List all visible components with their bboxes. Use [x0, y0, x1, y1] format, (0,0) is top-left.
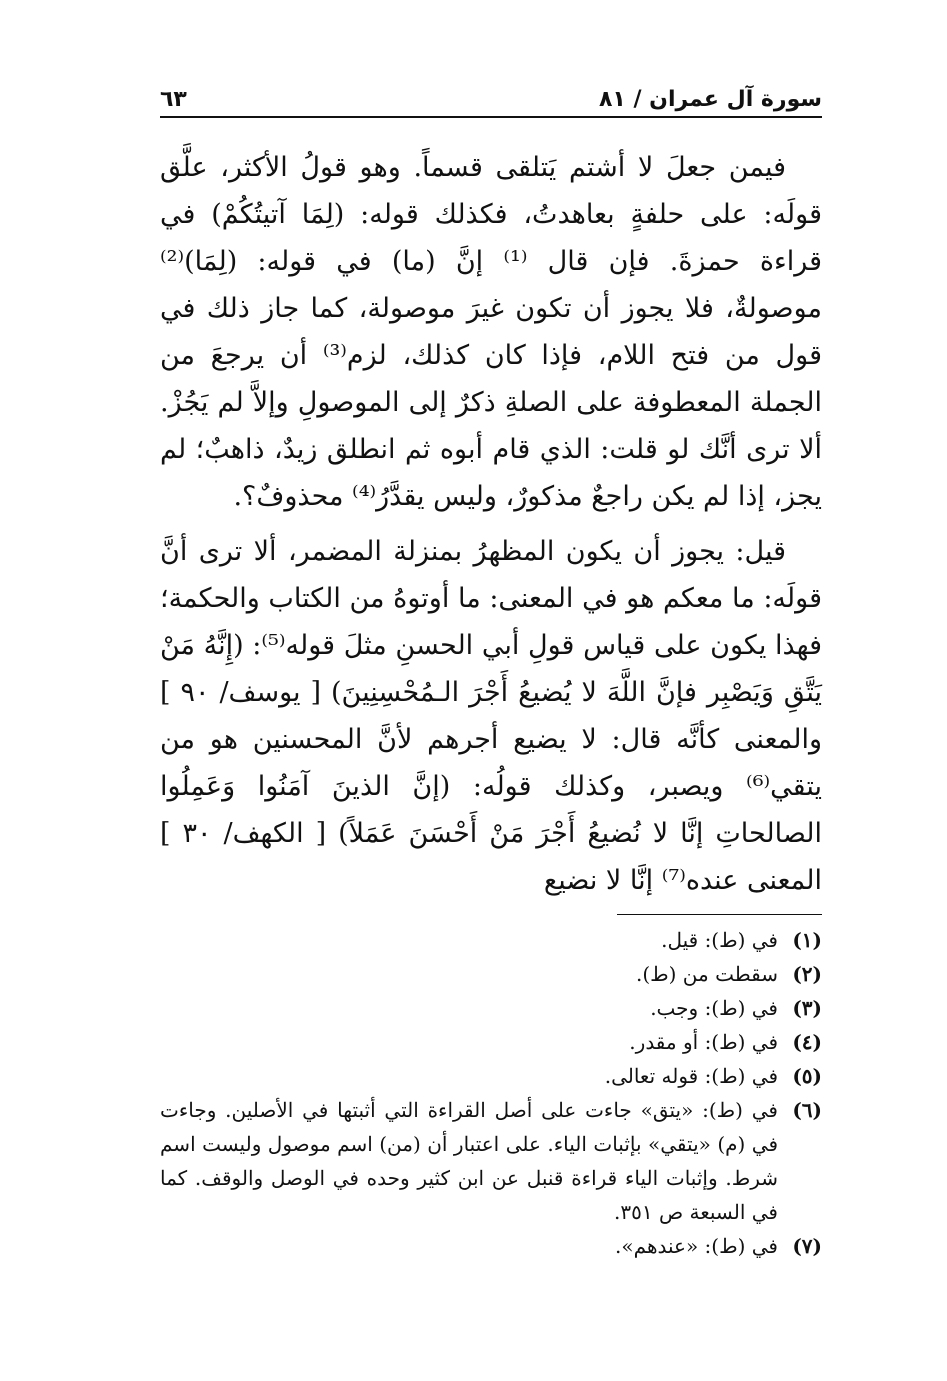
footnote-text: في (ط): «يتق» جاءت على أصل القراءة التي أثبتها في الأصلين. وجاءت في (م) «يتقي» بإثبات الياء. على اعتبار أن (من) اسم موصول وليست اسم شرط. وإثبات الياء قراءة قنبل عن ابن كثير وحده في الوصل والوقف. كما في السبعة ص ٣٥١.	[160, 1098, 778, 1224]
footnote	[160, 1229, 822, 1263]
footnote-number: (٦)	[792, 1098, 822, 1122]
footnote	[160, 991, 822, 1025]
footnote	[160, 1025, 822, 1059]
footnote-text: في (ط): «عندهم».	[615, 1234, 778, 1258]
footnote-number: (٧)	[792, 1234, 822, 1258]
footnotes	[160, 923, 822, 1263]
footnote-text: في (ط): قوله تعالى.	[604, 1064, 778, 1088]
footnote-text: في (ط): أو مقدر.	[629, 1030, 778, 1054]
footnote-divider	[617, 914, 822, 915]
running-header	[160, 78, 822, 118]
paragraph: فيمن جعلَ لا أشتم يَتلقى قسماً. وهو قولُ الأكثر، علَّق قولَه: على حلفةٍ بعاهدتُ، فكذلك قوله: (لِمَا آتيتُكُمْ) في قراءة حمزةَ. فإن قال ⁽¹⁾ إنَّ (ما) في قوله: (لِمَا)⁽²⁾ موصولةٌ، فلا يجوز أن تكون غيرَ موصولة، كما جاز ذلك في قول من فتح اللام، فإذا كان كذلك، لزم⁽³⁾ أن يرجعَ من الجملة المعطوفة على الصلةِ ذكرٌ إلى الموصولِ وإلاَّ لم يَجُزْ. ألا ترى أنَّك لو قلت: الذي قام أبوه ثم انطلق زيدٌ، ذاهبٌ؛ لم يجز، إذا لم يكن راجعٌ مذكورٌ، وليس يقدَّرُ⁽⁴⁾ محذوفٌ؟.	[160, 152, 822, 512]
footnote-text: في (ط): وجب.	[650, 996, 778, 1020]
footnote-text: سقطت من (ط).	[635, 962, 778, 986]
footnote-number: (٤)	[792, 1030, 822, 1054]
footnote-number: (٣)	[792, 996, 822, 1020]
book-page	[160, 78, 822, 1278]
footnote-number: (١)	[792, 928, 822, 952]
footnote-text: في (ط): قيل.	[661, 928, 778, 952]
footnote-number: (٥)	[792, 1064, 822, 1088]
footnote	[160, 923, 822, 957]
page-number: ٦٣	[160, 87, 187, 112]
footnote	[160, 1093, 822, 1229]
footnote-number: (٢)	[792, 962, 822, 986]
main-text	[160, 144, 822, 904]
footnote	[160, 957, 822, 991]
footnote	[160, 1059, 822, 1093]
running-title: سورة آل عمران / ٨١	[598, 87, 822, 112]
paragraph: قيل: يجوز أن يكون المظهرُ بمنزلة المضمر، ألا ترى أنَّ قولَه: ما معكم هو في المعنى: ما أوتوهُ من الكتاب والحكمة؛ فهذا يكون على قياس قولِ أبي الحسنِ مثلَ قوله⁽⁵⁾: (إِنَّهُ مَنْ يَتَّقِ وَيَصْبِر فإنَّ اللَّهَ لا يُضيعُ أَجْرَ الـمُحْسِنِينَ) [ يوسف/ ٩٠ ] والمعنى كأنَّه قال: لا يضيع أجرهم لأنَّ المحسنين هو من يتقي⁽⁶⁾ ويصبر، وكذلك قولُه: (إنَّ الذينَ آمَنُوا وَعَمِلُوا الصالحاتِ إنَّا لا نُضيعُ أَجْرَ مَنْ أَحْسَنَ عَمَلاً) [ الكهف/ ٣٠ ] المعنى عنده⁽⁷⁾ إنَّا لا نضيع	[160, 536, 823, 896]
